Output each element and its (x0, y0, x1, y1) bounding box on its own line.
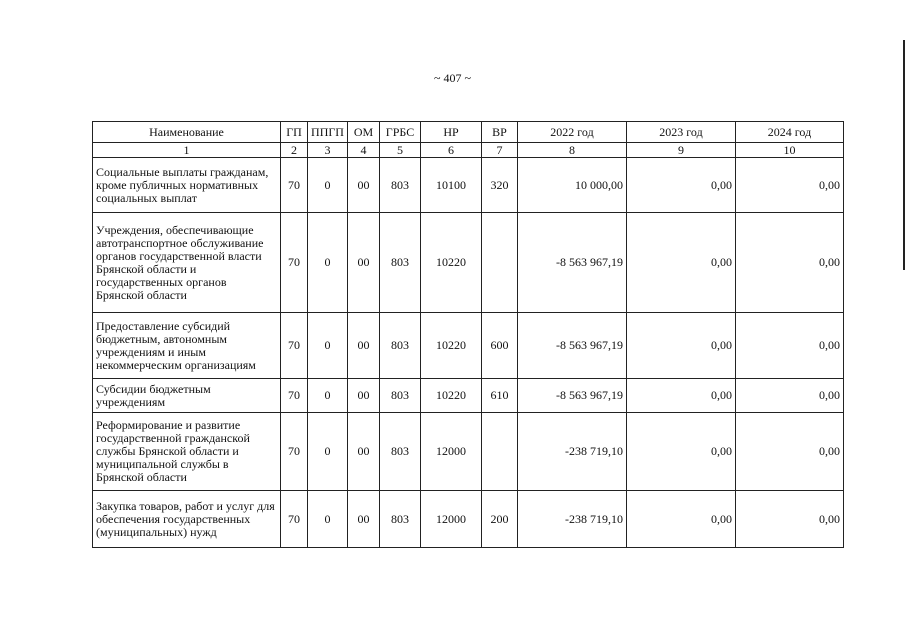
cell-grbs: 803 (380, 158, 421, 213)
header-grbs: ГРБС (380, 122, 421, 143)
header-name: Наименование (93, 122, 281, 143)
table-row (93, 158, 844, 213)
cell-2024-amount: 0,00 (736, 491, 844, 548)
column-index-cell: 2 (281, 143, 308, 158)
cell-nr: 10220 (421, 213, 482, 313)
cell-om: 00 (348, 213, 380, 313)
column-index-cell: 4 (348, 143, 380, 158)
table-row (93, 413, 844, 491)
column-index-cell: 3 (308, 143, 348, 158)
cell-ppgp: 0 (308, 158, 348, 213)
table-row (93, 313, 844, 379)
header-2024: 2024 год (736, 122, 844, 143)
cell-ppgp: 0 (308, 213, 348, 313)
cell-gp: 70 (281, 491, 308, 548)
cell-gp: 70 (281, 313, 308, 379)
cell-2022-amount: -8 563 967,19 (518, 379, 627, 413)
column-index-cell: 1 (93, 143, 281, 158)
column-index-row (93, 143, 844, 158)
cell-gp: 70 (281, 379, 308, 413)
cell-grbs: 803 (380, 213, 421, 313)
cell-ppgp: 0 (308, 491, 348, 548)
cell-ppgp: 0 (308, 413, 348, 491)
cell-2022-amount: -238 719,10 (518, 491, 627, 548)
cell-name: Реформирование и развитие государственной гражданской службы Брянской области и муниципальной службы в Брянской области (93, 413, 281, 491)
cell-nr: 10220 (421, 379, 482, 413)
cell-2023-amount: 0,00 (627, 491, 736, 548)
cell-name: Закупка товаров, работ и услуг для обеспечения государственных (муниципальных) нужд (93, 491, 281, 548)
cell-name: Субсидии бюджетным учреждениям (93, 379, 281, 413)
cell-vr: 200 (482, 491, 518, 548)
header-2022: 2022 год (518, 122, 627, 143)
budget-table (92, 121, 844, 548)
cell-grbs: 803 (380, 491, 421, 548)
column-index-cell: 5 (380, 143, 421, 158)
cell-2023-amount: 0,00 (627, 313, 736, 379)
cell-2023-amount: 0,00 (627, 379, 736, 413)
cell-2022-amount: -8 563 967,19 (518, 313, 627, 379)
cell-vr: 320 (482, 158, 518, 213)
cell-2023-amount: 0,00 (627, 213, 736, 313)
cell-2022-amount: -8 563 967,19 (518, 213, 627, 313)
cell-ppgp: 0 (308, 313, 348, 379)
cell-vr (482, 213, 518, 313)
cell-2022-amount: 10 000,00 (518, 158, 627, 213)
cell-2024-amount: 0,00 (736, 158, 844, 213)
cell-name: Социальные выплаты гражданам, кроме публичных нормативных социальных выплат (93, 158, 281, 213)
header-om: ОМ (348, 122, 380, 143)
column-index-cell: 8 (518, 143, 627, 158)
cell-2024-amount: 0,00 (736, 213, 844, 313)
cell-om: 00 (348, 158, 380, 213)
cell-2024-amount: 0,00 (736, 313, 844, 379)
cell-name: Учреждения, обеспечивающие автотранспортное обслуживание органов государственной власти Брянской области и государственных органов Брянской области (93, 213, 281, 313)
table-row (93, 213, 844, 313)
cell-grbs: 803 (380, 379, 421, 413)
cell-gp: 70 (281, 213, 308, 313)
cell-om: 00 (348, 491, 380, 548)
column-index-cell: 10 (736, 143, 844, 158)
cell-nr: 10100 (421, 158, 482, 213)
column-index-cell: 6 (421, 143, 482, 158)
table-body (93, 158, 844, 548)
cell-nr: 10220 (421, 313, 482, 379)
cell-name: Предоставление субсидий бюджетным, автономным учреждениям и иным некоммерческим организациям (93, 313, 281, 379)
cell-vr: 610 (482, 379, 518, 413)
cell-vr: 600 (482, 313, 518, 379)
table-row (93, 379, 844, 413)
cell-gp: 70 (281, 158, 308, 213)
header-gp: ГП (281, 122, 308, 143)
cell-2024-amount: 0,00 (736, 413, 844, 491)
header-2023: 2023 год (627, 122, 736, 143)
cell-2023-amount: 0,00 (627, 158, 736, 213)
cell-2024-amount: 0,00 (736, 379, 844, 413)
cell-nr: 12000 (421, 413, 482, 491)
cell-2023-amount: 0,00 (627, 413, 736, 491)
table-row (93, 491, 844, 548)
column-index-cell: 7 (482, 143, 518, 158)
cell-ppgp: 0 (308, 379, 348, 413)
header-vr: ВР (482, 122, 518, 143)
header-row (93, 122, 844, 143)
column-index-cell: 9 (627, 143, 736, 158)
cell-gp: 70 (281, 413, 308, 491)
header-nr: НР (421, 122, 482, 143)
header-ppgp: ППГП (308, 122, 348, 143)
cell-grbs: 803 (380, 413, 421, 491)
cell-om: 00 (348, 379, 380, 413)
page-number: ~ 407 ~ (434, 71, 471, 85)
cell-grbs: 803 (380, 313, 421, 379)
cell-om: 00 (348, 413, 380, 491)
cell-om: 00 (348, 313, 380, 379)
cell-nr: 12000 (421, 491, 482, 548)
cell-2022-amount: -238 719,10 (518, 413, 627, 491)
cell-vr (482, 413, 518, 491)
